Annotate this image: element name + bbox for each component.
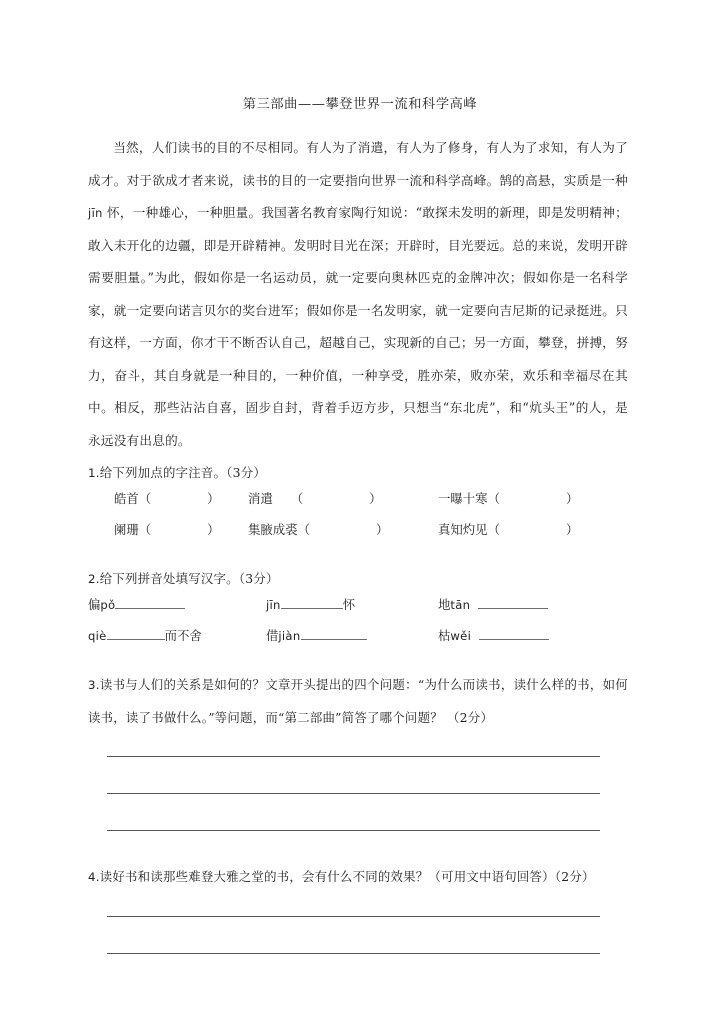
paragraph-text-a: 当然，人们读书的目的不尽相同。有人为了消遣，有人为了修身，有人为了求知，有人为了成才。对于欲成才者来说，读书的目的一定要指向世界一流和科学高峰。鹄的高悬，实质是一种 — [88, 140, 628, 188]
pinyin-fill-item — [438, 595, 638, 613]
bracket-open: （ — [297, 522, 310, 537]
pinyin-value: qiè — [88, 629, 107, 643]
pinyin-value: wěi — [450, 629, 472, 643]
annotation-word: 消遣 — [248, 491, 273, 506]
fill-in-blank[interactable] — [281, 595, 343, 609]
pinyin-suffix: 而不舍 — [164, 628, 202, 643]
annotation-word: 一曝十寒 — [438, 491, 488, 506]
question-4-number: 4. — [88, 870, 100, 884]
question-4-text: 读好书和读那些难登大雅之堂的书，会有什么不同的效果？（可用文中语句回答）（2分） — [99, 869, 595, 884]
annotation-word: 阑珊 — [114, 522, 139, 537]
annotation-bracket[interactable] — [488, 520, 579, 538]
question-2-number: 2. — [88, 572, 100, 586]
pinyin-fill-item — [88, 626, 248, 644]
annotation-item — [248, 520, 438, 538]
pinyin-fill-row — [88, 626, 648, 657]
fill-in-blank[interactable] — [301, 626, 367, 640]
annotation-item — [88, 489, 248, 507]
pinyin-prefix: 地 — [438, 597, 451, 612]
question-3-text: 读书与人们的关系是如何的？文章开头提出的四个问题：“为什么而读书，读什么样的书，如何读书，读了书做什么。”等问题，而“第二部曲”简答了哪个问题？ （2分） — [88, 677, 628, 725]
pinyin-value: jīn — [266, 598, 281, 612]
pinyin-prefix: 枯 — [438, 628, 451, 643]
fill-in-blank[interactable] — [115, 595, 185, 609]
annotation-bracket[interactable] — [291, 489, 382, 507]
question-1-answer-grid — [88, 489, 648, 551]
pinyin-fill-item — [88, 595, 248, 613]
bracket-close: ） — [369, 491, 382, 506]
inline-pinyin: jīn — [88, 206, 103, 220]
article-paragraph — [88, 132, 628, 457]
annotation-bracket[interactable] — [298, 520, 389, 538]
bracket-open: （ — [138, 491, 152, 506]
pinyin-fill-item — [438, 626, 638, 644]
bracket-close: ） — [565, 522, 579, 537]
pinyin-prefix: 偏 — [88, 597, 101, 612]
bracket-open: （ — [487, 491, 500, 506]
annotation-item — [248, 489, 438, 507]
pinyin-fill-item — [248, 626, 438, 644]
bracket-open: （ — [138, 522, 152, 537]
fill-in-blank[interactable] — [478, 595, 548, 609]
pinyin-prefix: 借 — [266, 628, 279, 643]
annotation-row — [88, 489, 648, 520]
question-1-heading — [88, 457, 628, 489]
bracket-open: （ — [487, 522, 500, 537]
annotation-item — [438, 489, 638, 507]
question-3-answer-lines[interactable] — [107, 756, 600, 831]
fill-in-blank[interactable] — [479, 626, 549, 640]
pinyin-value: jiàn — [278, 629, 301, 643]
pinyin-value: pǒ — [100, 598, 116, 612]
question-3-heading — [88, 669, 628, 734]
question-1-text: 给下列加点的字注音。（3分） — [99, 465, 267, 480]
pinyin-value: tān — [450, 598, 471, 612]
annotation-word: 集腋成裘 — [248, 522, 298, 537]
annotation-bracket[interactable] — [488, 489, 579, 507]
question-2-heading — [88, 563, 628, 595]
bracket-close: ） — [207, 491, 220, 506]
question-4-answer-lines[interactable] — [107, 916, 600, 954]
annotation-item — [88, 520, 248, 538]
question-2-text: 给下列拼音处填写汉字。（3分） — [99, 571, 279, 586]
question-2-answer-grid — [88, 595, 648, 657]
question-1-number: 1. — [88, 466, 100, 480]
annotation-row — [88, 520, 648, 551]
bracket-close: ） — [565, 491, 579, 506]
annotation-bracket[interactable] — [139, 520, 220, 538]
question-4-heading — [88, 861, 628, 894]
annotation-word: 皓首 — [114, 491, 139, 506]
answer-rule[interactable] — [107, 953, 600, 954]
article-body — [88, 132, 628, 457]
paragraph-text-b: 怀，一种雄心，一种胆量。我国著名教育家陶行知说：“敢探未发明的新理，即是发明精神；敢入未开化的边疆，即是开辟精神。发明时目光在深；开辟时，目光要远。总的来说，发明开辟需要胆量。”为此，假如你是一名运动员，就一定要向奥林匹克的金牌冲次；假如你是一名科学家，就一定要向诺言贝尔的奖台进军；假如你是一名发明家，就一定要向吉尼斯的记录挺进。只有这样，一方面，你才干不断否认自己，超越自己，实现新的自己；另一方面，攀登，拼搏，努力，奋斗，其自身就是一种目的，一种价值，一种享受，胜亦荣，败亦荣，欢乐和幸福尽在其中。相反，那些沾沾自喜，固步自封，背着手迈方步，只想当“东北虎”，和“炕头王”的人，是永远没有出息的。 — [88, 205, 628, 448]
pinyin-fill-row — [88, 595, 648, 626]
bracket-open: （ — [290, 491, 304, 506]
bracket-close: ） — [375, 522, 389, 537]
pinyin-fill-item — [248, 595, 438, 613]
question-3-number: 3. — [88, 678, 100, 692]
bracket-close: ） — [207, 522, 220, 537]
page-title: 第三部曲——攀登世界一流和科学高峰 — [242, 97, 478, 112]
annotation-item — [438, 520, 638, 538]
pinyin-suffix: 怀 — [342, 597, 356, 612]
annotation-word: 真知灼见 — [438, 522, 488, 537]
fill-in-blank[interactable] — [107, 626, 165, 640]
annotation-bracket[interactable] — [139, 489, 220, 507]
